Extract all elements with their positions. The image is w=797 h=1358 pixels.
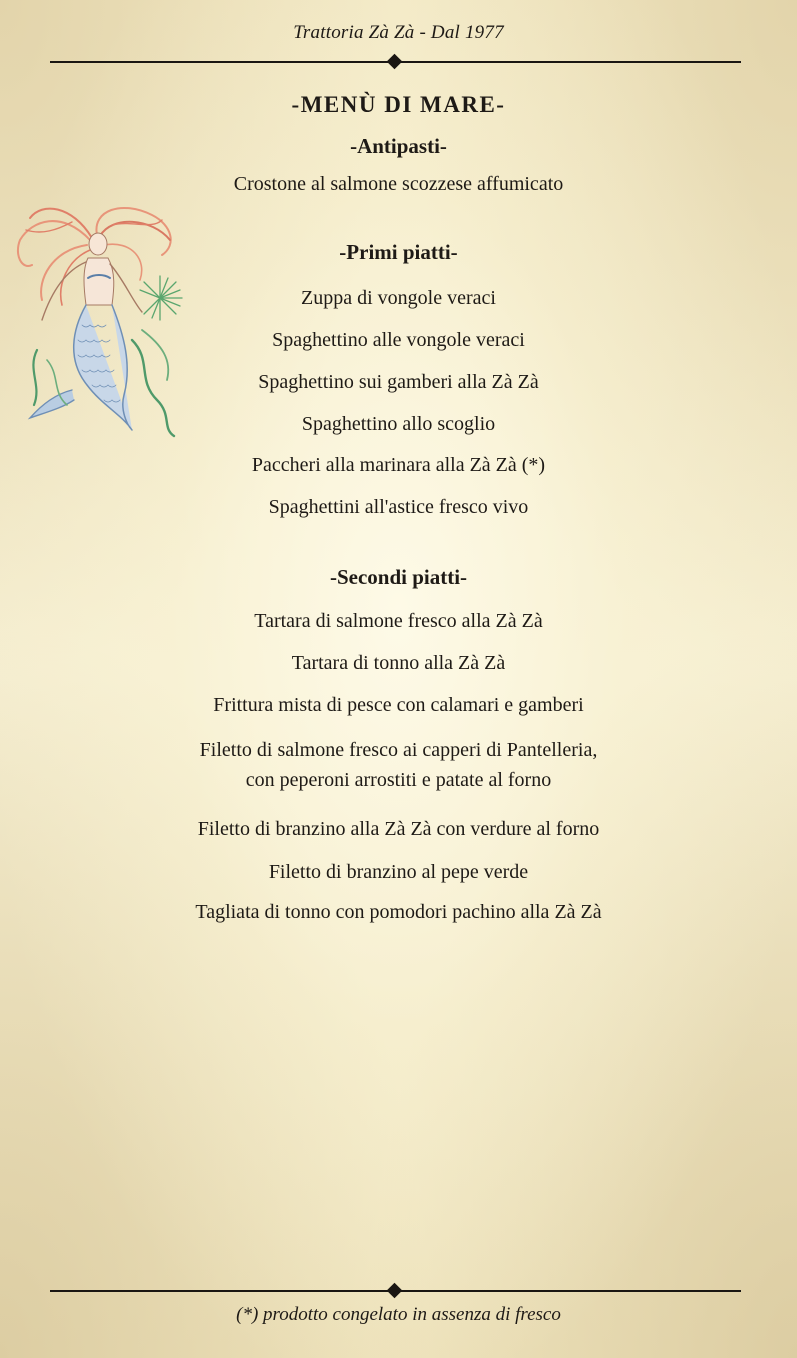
top-divider [50, 55, 741, 69]
dish-item: Spaghettino allo scoglio [301, 413, 496, 435]
dish-item: Filetto di branzino al pepe verde [268, 861, 529, 883]
dish-item: Spaghettino sui gamberi alla Zà Zà [258, 371, 539, 393]
dish-item: Spaghettini all'astice fresco vivo [268, 496, 529, 518]
footer-note: (*) prodotto congelato in assenza di fresco [236, 1304, 561, 1325]
dish-item: Zuppa di vongole veraci [301, 287, 496, 309]
section-title-secondi: -Secondi piatti- [329, 565, 468, 589]
dish-item: Crostone al salmone scozzese affumicato [233, 173, 564, 195]
diamond-ornament-icon [387, 54, 403, 70]
dish-item: Frittura mista di pesce con calamari e gamberi [213, 694, 584, 716]
dish-item: Filetto di branzino alla Zà Zà con verdure al forno [197, 818, 600, 840]
dish-item: Spaghettino alle vongole veraci [272, 329, 525, 351]
bottom-divider [50, 1284, 741, 1298]
dish-item: Paccheri alla marinara alla Zà Zà (*) [251, 454, 546, 476]
dish-item: con peperoni arrostiti e patate al forno [245, 769, 552, 791]
menu-title: -MENÙ DI MARE- [291, 92, 506, 117]
diamond-ornament-icon [387, 1283, 403, 1299]
section-title-antipasti: -Antipasti- [350, 134, 447, 158]
section-title-primi: -Primi piatti- [339, 240, 458, 264]
restaurant-header: Trattoria Zà Zà - Dal 1977 [293, 22, 504, 43]
dish-item: Filetto di salmone fresco ai capperi di Pantelleria, [199, 739, 598, 761]
dish-item: Tartara di salmone fresco alla Zà Zà [254, 610, 543, 632]
dish-item: Tagliata di tonno con pomodori pachino alla Zà Zà [195, 901, 602, 923]
dish-item: Tartara di tonno alla Zà Zà [291, 652, 506, 674]
